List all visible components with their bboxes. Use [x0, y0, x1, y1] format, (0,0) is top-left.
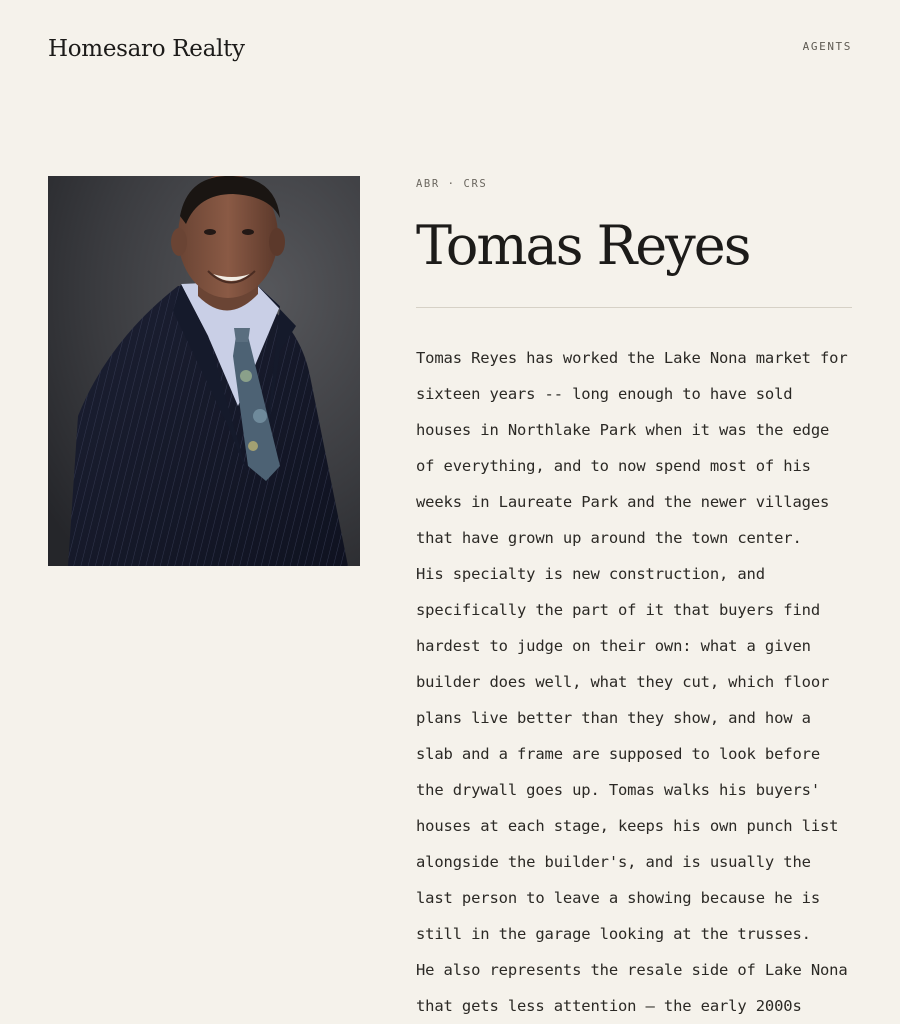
section-divider	[416, 307, 852, 308]
agent-photo	[48, 176, 360, 566]
agent-profile	[416, 178, 852, 1024]
agent-name: Tomas Reyes	[416, 214, 750, 277]
site-header	[48, 28, 852, 68]
bio-paragraph: Tomas Reyes has worked the Lake Nona market for sixteen years -- long enough to have sold houses in Northlake Park when it was the edge of everything, and to now spend most of his weeks in Laureate Park and the newer villages that have grown up around the town center.	[416, 349, 848, 547]
brand-logo[interactable]: Homesaro Realty	[48, 36, 245, 62]
agent-credentials: ABR · CRS	[416, 178, 488, 190]
agent-bio	[416, 340, 852, 1024]
nav-link-agents[interactable]: AGENTS	[802, 39, 852, 53]
bio-paragraph: He also represents the resale side of Lake Nona that gets less attention — the early 2000s	[416, 961, 848, 1015]
bio-paragraph: His specialty is new construction, and specifically the part of it that buyers find hardest to judge on their own: what a given builder does well, what they cut, which floor plans live better than they show, and how a slab and a frame are supposed to look before the drywall goes up. Tomas walks his buyers' houses at each stage, keeps his own punch list alongside the builder's, and is usually the last person to leave a showing because he is still in the garage looking at the trusses.	[416, 565, 839, 943]
